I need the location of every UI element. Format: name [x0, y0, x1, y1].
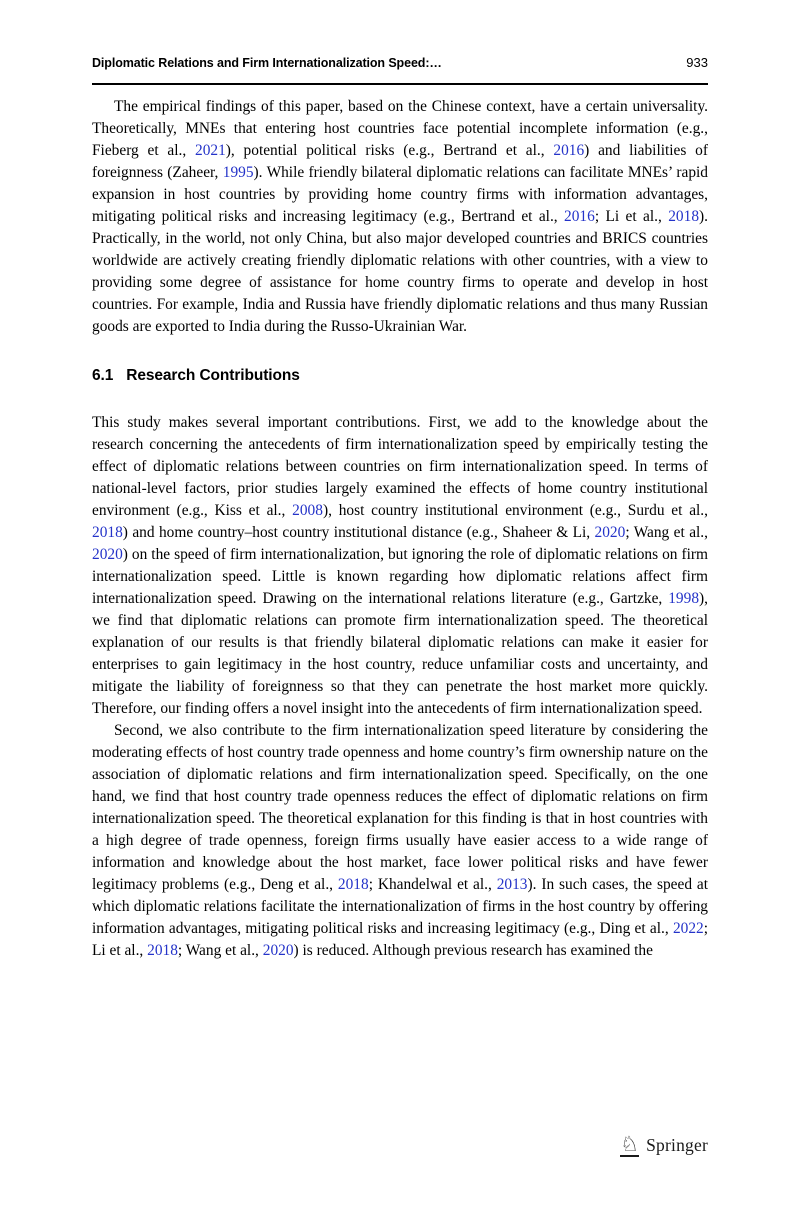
citation-link[interactable]: 2020: [92, 546, 123, 563]
citation-link[interactable]: 2016: [553, 142, 585, 159]
springer-knight-icon: ♘: [620, 1132, 640, 1156]
text-run: This study makes several important contributions. First, we add to the knowledge about the research concerning the antecedents of firm internationalization speed by empirically testing the effect of diplomatic relations between countries on firm internationalization speed. In terms of national-level factors, prior studies largely examined the effects of home country institutional environment (e.g., Kiss et al.,: [92, 414, 708, 519]
text-run: ; Khandelwal et al.,: [368, 876, 497, 893]
text-run: The empirical findings of this paper, based on the Chinese context, have a certain universality. Theoretically, MNEs that entering host countries face potential incomplete information (e.g., Fieberg et al.,: [92, 98, 708, 159]
text-run: ). Practically, in the world, not only China, but also major developed countries and BRICS countries worldwide are actively creating friendly diplomatic relations with other countries, with a view to providing some degree of assistance for home country firms to operate and develop in host countries. For example, India and Russia have friendly diplomatic relations and thus many Russian goods are exported to India during the Russo-Ukrainian War.: [92, 208, 708, 335]
text-run: ) and liabilities of foreignness (Zaheer,: [92, 142, 708, 181]
section-heading: [92, 366, 708, 386]
paragraph: [92, 412, 708, 720]
header-rule: [92, 83, 708, 85]
citation-link[interactable]: 2018: [147, 942, 178, 959]
text-run: ) on the speed of firm internationalization, but ignoring the role of diplomatic relations on firm internationalization speed. Little is known regarding how diplomatic relations affect firm internationalization speed. Drawing on the international relations literature (e.g., Gartzke,: [92, 546, 708, 607]
text-run: ), potential political risks (e.g., Bertrand et al.,: [225, 142, 554, 159]
text-run: ; Wang et al.,: [177, 942, 263, 959]
publisher-footer: [620, 1133, 708, 1157]
page-number: 933: [686, 55, 708, 70]
paragraph: [92, 720, 708, 962]
citation-link[interactable]: 1998: [668, 590, 700, 607]
text-run: ), we find that diplomatic relations can promote firm internationalization speed. The theoretical explanation of our results is that friendly bilateral diplomatic relations can make it easier for enterprises to gain legitimacy in the host country, reduce unfamiliar costs and uncertainty, and mitigate the liability of foreignness so that they can penetrate the host market more quickly. Therefore, our finding offers a novel insight into the antecedents of firm internationalization speed.: [92, 590, 708, 717]
citation-link[interactable]: 2020: [262, 942, 294, 959]
citation-link[interactable]: 2022: [672, 920, 704, 937]
running-header: [92, 55, 708, 70]
citation-link[interactable]: 2021: [195, 142, 226, 159]
text-run: ) and home country–host country institutional distance (e.g., Shaheer & Li,: [122, 524, 595, 541]
text-run: ), host country institutional environment (e.g., Surdu et al.,: [322, 502, 708, 519]
publisher-name: Springer: [646, 1135, 708, 1155]
citation-link[interactable]: 2018: [92, 524, 123, 541]
citation-link[interactable]: 2018: [337, 876, 369, 893]
section-title: Research Contributions: [126, 367, 300, 384]
citation-link[interactable]: 1995: [222, 164, 254, 181]
section-number: 6.1: [92, 367, 114, 384]
text-run: ). In such cases, the speed at which diplomatic relations facilitate the internationalization of firms in the host country by offering information advantages, mitigating political risks and increasing legitimacy (e.g., Ding et al.,: [92, 876, 708, 937]
text-run: ; Wang et al.,: [625, 524, 708, 541]
citation-link[interactable]: 2018: [668, 208, 700, 225]
text-run: ) is reduced. Although previous research has examined the: [293, 942, 653, 959]
paragraph: [92, 96, 708, 338]
text-run: ). While friendly bilateral diplomatic relations can facilitate MNEs’ rapid expansion in host countries by providing home country firms with information advantages, mitigating political risks and increasing legitimacy (e.g., Bertrand et al.,: [92, 164, 709, 225]
text-run: ; Li et al.,: [92, 920, 708, 959]
citation-link[interactable]: 2020: [594, 524, 626, 541]
article-body: [92, 96, 708, 962]
citation-link[interactable]: 2016: [564, 208, 595, 225]
running-title: Diplomatic Relations and Firm Internationalization Speed:…: [92, 56, 442, 70]
citation-link[interactable]: 2008: [292, 502, 323, 519]
text-run: Second, we also contribute to the firm internationalization speed literature by considering the moderating effects of host country trade openness and home country’s firm ownership nature on the association of diplomatic relations and firm internationalization speed. Specifically, on the one hand, we find that host country trade openness reduces the effect of diplomatic relations on firm internationalization speed. The theoretical explanation for this finding is that in host countries with a high degree of trade openness, foreign firms usually have easier access to a wide range of information and knowledge about the host market, face lower political risks and have fewer legitimacy problems (e.g., Deng et al.,: [92, 722, 708, 893]
text-run: ; Li et al.,: [594, 208, 669, 225]
citation-link[interactable]: 2013: [496, 876, 528, 893]
